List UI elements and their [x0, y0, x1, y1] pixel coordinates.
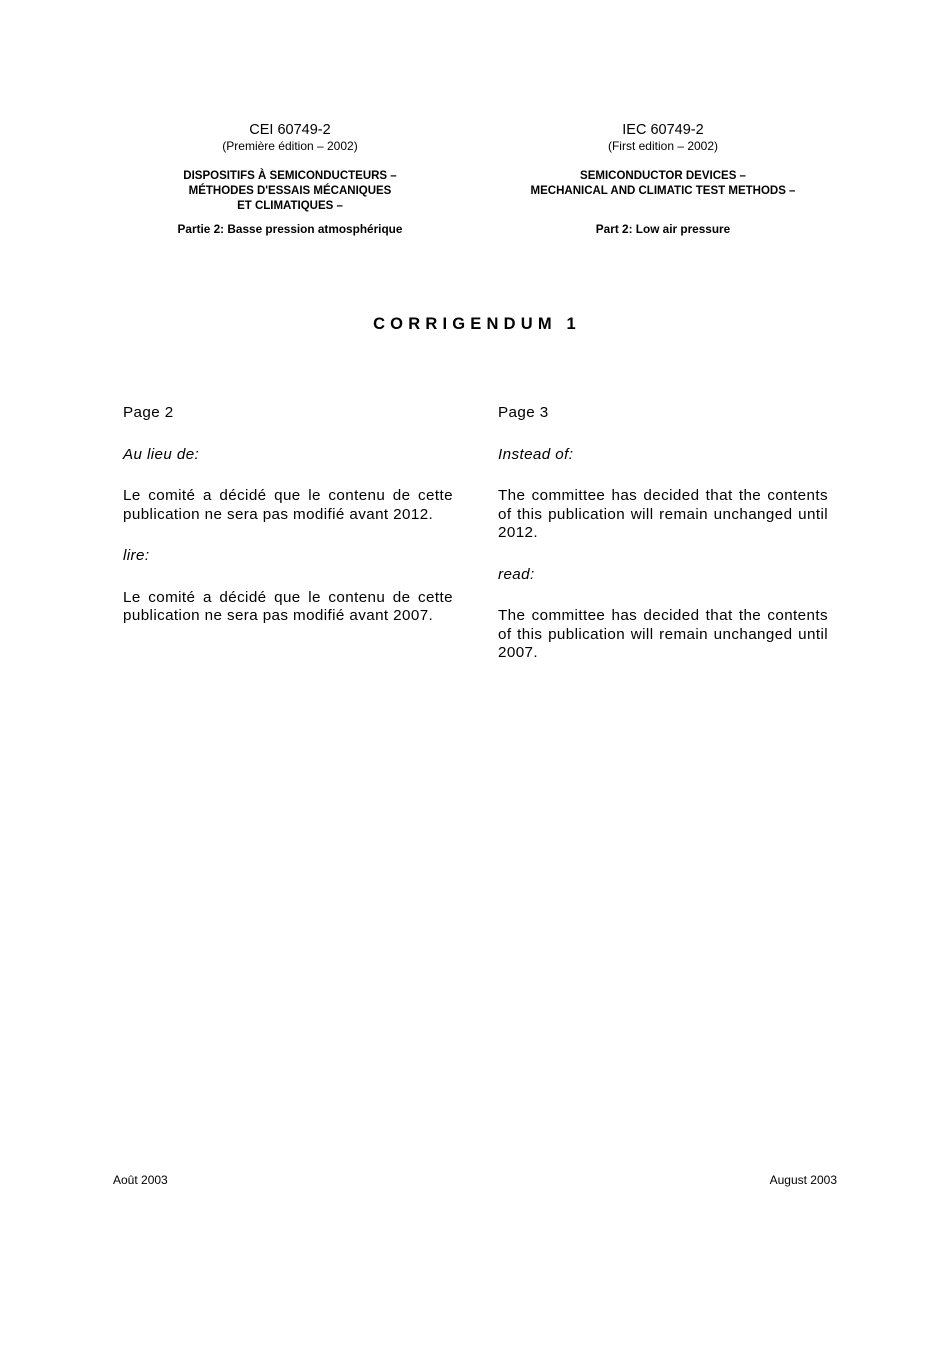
- title-line: MECHANICAL AND CLIMATIC TEST METHODS –: [530, 185, 796, 197]
- header-english: [483, 121, 843, 237]
- standard-number-fr: CEI 60749-2: [249, 122, 331, 138]
- body-french: [123, 404, 453, 649]
- instead-label-en: Instead of:: [498, 445, 574, 463]
- instead-text-en: The committee has decided that the contents of this publication will remain unchanged until 2012.: [498, 487, 828, 541]
- header-french: [110, 121, 470, 237]
- title-line: ET CLIMATIQUES –: [237, 200, 343, 212]
- title-line: SEMICONDUCTOR DEVICES –: [580, 170, 746, 182]
- corrigendum-heading: CORRIGENDUM 1: [373, 315, 581, 333]
- edition-en: (First edition – 2002): [607, 139, 719, 153]
- title-line: DISPOSITIFS À SEMICONDUCTEURS –: [183, 170, 397, 182]
- part-title-fr: Partie 2: Basse pression atmosphérique: [177, 222, 403, 236]
- read-text-fr: Le comité a décidé que le contenu de cette publication ne sera pas modifié avant 2007.: [123, 588, 453, 624]
- instead-text-fr: Le comité a décidé que le contenu de cette publication ne sera pas modifié avant 2012.: [123, 487, 453, 523]
- part-title-en: Part 2: Low air pressure: [595, 222, 731, 236]
- body-english: [498, 404, 828, 686]
- read-text-en: The committee has decided that the contents of this publication will remain unchanged until 2007.: [498, 607, 828, 661]
- read-label-en: read:: [498, 565, 535, 583]
- title-line: MÉTHODES D'ESSAIS MÉCANIQUES: [188, 185, 392, 197]
- page-reference-fr: Page 2: [123, 404, 174, 421]
- instead-label-fr: Au lieu de:: [123, 445, 200, 463]
- standard-number-en: IEC 60749-2: [622, 122, 704, 138]
- document-title-en: [483, 169, 843, 214]
- publication-date-fr: Août 2003: [113, 1173, 168, 1187]
- read-label-fr: lire:: [123, 547, 150, 564]
- edition-fr: (Première édition – 2002): [222, 139, 358, 153]
- document-title-fr: [110, 169, 470, 214]
- page-reference-en: Page 3: [498, 404, 549, 421]
- publication-date-en: August 2003: [769, 1173, 837, 1187]
